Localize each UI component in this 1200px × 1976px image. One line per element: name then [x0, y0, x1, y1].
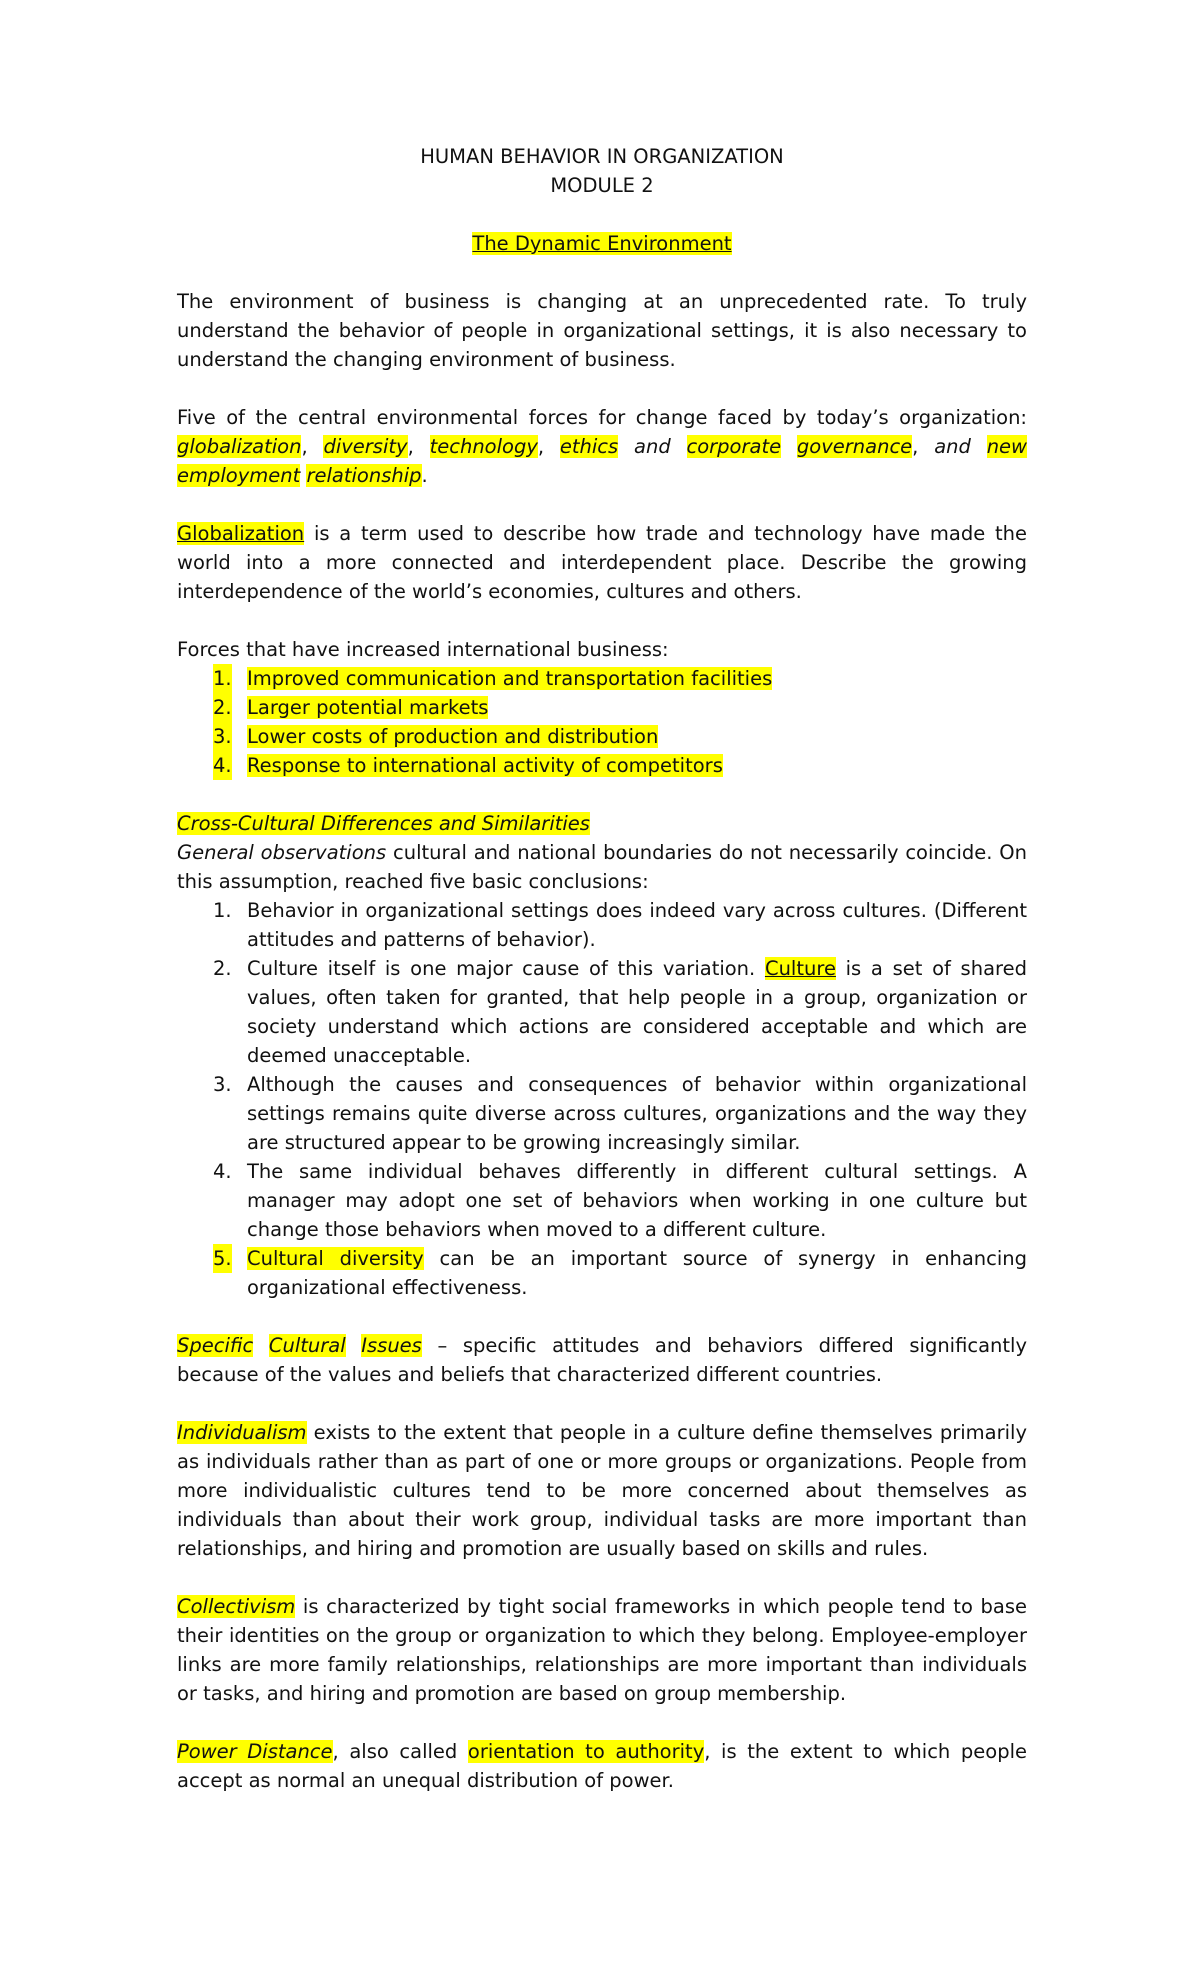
comma: ,: [407, 435, 414, 458]
list-number: 2.: [213, 957, 232, 980]
comma: ,: [301, 435, 308, 458]
comma: ,: [537, 435, 545, 458]
list-item: [177, 664, 1027, 693]
observations-paragraph: [177, 838, 1027, 896]
power-distance-term: Power Distance: [177, 1740, 333, 1763]
force-employment: employment: [177, 464, 301, 487]
forces-lead: Five of the central environmental forces for change faced by today’s organization:: [177, 406, 1027, 429]
period: .: [421, 464, 428, 487]
specific-issues-text: – specific attitudes and behaviors differed significantly because of the values and beliefs that characterized different countries.: [177, 1334, 1028, 1386]
individualism-term: Individualism: [177, 1421, 307, 1444]
force-governance: governance: [796, 435, 913, 458]
intl-business-list: [177, 664, 1027, 780]
list-number: 4.: [213, 1160, 232, 1183]
power-distance-text: , is the extent to which people accept as normal an unequal distribution of power.: [177, 1740, 1027, 1792]
collectivism-paragraph: [177, 1592, 1027, 1708]
issues-term: Issues: [361, 1334, 422, 1357]
module-label: MODULE 2: [550, 174, 654, 197]
and-word: and: [634, 435, 671, 458]
section-title-text: The Dynamic Environment: [472, 232, 732, 255]
list-number: 3.: [213, 1073, 232, 1096]
list-number: 5.: [213, 1244, 232, 1273]
force-relationship: relationship: [306, 464, 422, 487]
force-diversity: diversity: [323, 435, 408, 458]
collectivism-text: is characterized by tight social frameworks in which people tend to base their identities on the group or organization to which they belong. Employee-employer links are more family relationships, relationships are more important than individuals or tasks, and hiring and promotion are based on group membership.: [177, 1595, 1027, 1705]
individualism-paragraph: [177, 1418, 1027, 1563]
list-text: Behavior in organizational settings does indeed vary across cultures. (Different attitudes and patterns of behavior).: [247, 899, 1027, 951]
conclusions-list: [177, 896, 1027, 1302]
document-title: HUMAN BEHAVIOR IN ORGANIZATION: [420, 145, 784, 168]
list-item: [177, 1244, 1027, 1302]
list-number: 2.: [213, 693, 232, 722]
force-technology: technology: [429, 435, 538, 458]
list-number: 4.: [213, 751, 232, 780]
list-text: The same individual behaves differently in different cultural settings. A manager may adopt one set of behaviors when working in one culture but change those behaviors when moved to a different culture.: [247, 1160, 1027, 1241]
force-globalization: globalization: [177, 435, 302, 458]
list-item: [177, 722, 1027, 751]
cultural-term: Cultural: [268, 1334, 346, 1357]
list-number: 3.: [213, 722, 232, 751]
section-title: [177, 229, 1027, 258]
globalization-term: Globalization: [177, 522, 305, 545]
list-item: [177, 751, 1027, 780]
individualism-text: exists to the extent that people in a culture define themselves primarily as individuals rather than as part of one or more groups or organizations. People from more individualistic cultures tend to be more concerned about themselves as individuals than about their work group, individual tasks are more important than relationships, and hiring and promotion are usually based on skills and rules.: [177, 1421, 1027, 1560]
list-text: Response to international activity of competitors: [247, 754, 723, 777]
list-text: Although the causes and consequences of behavior within organizational settings remains quite diverse across cultures, organizations and the way they are structured appear to be growing increasingly similar.: [247, 1073, 1027, 1154]
specific-term: Specific: [177, 1334, 254, 1357]
intl-business-lead: Forces that have increased international business:: [177, 638, 669, 661]
list-item: [177, 1157, 1027, 1244]
collectivism-term: Collectivism: [177, 1595, 296, 1618]
list-item: [177, 896, 1027, 954]
globalization-paragraph: [177, 519, 1027, 606]
globalization-text: is a term used to describe how trade and technology have made the world into a more connected and interdependent place. Describe the growing interdependence of the world’s economies, cultures and others.: [177, 522, 1027, 603]
cross-cultural-heading-text: Cross-Cultural Differences and Similarities: [177, 812, 590, 835]
observations-label: General observations: [177, 841, 387, 864]
list-item: [177, 954, 1027, 1070]
comma: ,: [912, 435, 919, 458]
list-text: Improved communication and transportation facilities: [247, 667, 773, 690]
list-number: 1.: [213, 664, 232, 693]
list-item: [177, 1070, 1027, 1157]
specific-issues-paragraph: [177, 1331, 1027, 1389]
cross-cultural-heading: [177, 809, 1027, 838]
document-body: [177, 142, 1027, 1795]
force-corporate: corporate: [686, 435, 782, 458]
list-text: can be an important source of synergy in enhancing organizational effectiveness.: [247, 1247, 1027, 1299]
and-word: and: [934, 435, 971, 458]
force-ethics: ethics: [559, 435, 619, 458]
list-item: [177, 693, 1027, 722]
force-new: new: [986, 435, 1027, 458]
list-text: Lower costs of production and distribution: [247, 725, 659, 748]
intro-paragraph: The environment of business is changing at an unprecedented rate. To truly understand the behavior of people in organizational settings, it is also necessary to understand the changing environment of business.: [177, 290, 1027, 371]
list-number: 1.: [213, 899, 232, 922]
power-distance-mid: , also called: [332, 1740, 468, 1763]
list-text: Culture itself is one major cause of this variation.: [247, 957, 765, 980]
orientation-to-authority-term: orientation to authority: [467, 1740, 705, 1763]
power-distance-paragraph: [177, 1737, 1027, 1795]
list-text: is a set of shared values, often taken for granted, that help people in a group, organization or society understand which actions are considered acceptable and which are deemed unacceptable.: [247, 957, 1027, 1067]
list-text: Larger potential markets: [247, 696, 489, 719]
culture-term: Culture: [764, 957, 836, 980]
cultural-diversity-term: Cultural diversity: [247, 1247, 424, 1270]
observations-text: cultural and national boundaries do not necessarily coincide. On this assumption, reached five basic conclusions:: [177, 841, 1027, 893]
forces-paragraph: [177, 403, 1027, 490]
